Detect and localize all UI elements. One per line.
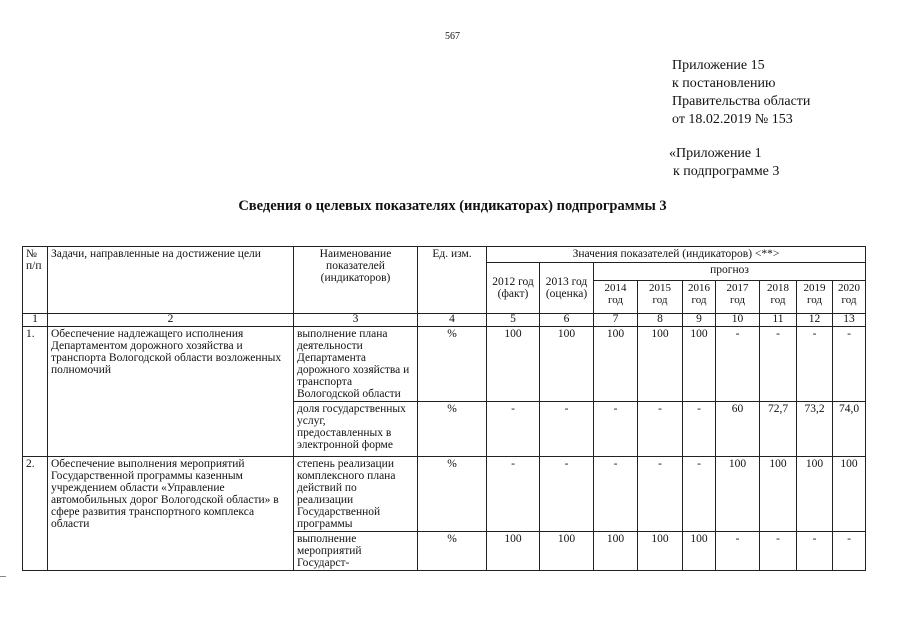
row-value: -	[797, 532, 833, 571]
col-number: 5	[487, 314, 540, 327]
col-number: 2	[48, 314, 294, 327]
row-value: 100	[487, 327, 540, 402]
approval-line: Приложение 15	[672, 58, 765, 73]
row-value: 100	[683, 327, 716, 402]
header-year: 2019 год	[797, 281, 833, 314]
row-value: -	[716, 532, 760, 571]
row-value: -	[638, 402, 683, 457]
scan-edge-mark	[0, 576, 6, 577]
header-2013: 2013 год (оценка)	[540, 263, 594, 314]
header-indicator: Наименование показателей (индикаторов)	[294, 247, 418, 314]
row-value: 100	[540, 327, 594, 402]
header-num: № п/п	[23, 247, 48, 314]
col-number: 6	[540, 314, 594, 327]
header-unit: Ед. изм.	[418, 247, 487, 314]
row-value: 100	[540, 532, 594, 571]
header-task: Задачи, направленные на достижение цели	[48, 247, 294, 314]
row-task: Обеспечение надлежащего исполнения Департаментом дорожного хозяйства и транспорта Вологодской области возложенных полномочий	[48, 327, 294, 457]
approval-sub-line: к подпрограмме 3	[673, 164, 780, 179]
row-value: -	[638, 457, 683, 532]
row-unit: %	[418, 327, 487, 402]
row-value: -	[797, 327, 833, 402]
row-value: -	[594, 457, 638, 532]
row-value: 100	[833, 457, 866, 532]
document-title: Сведения о целевых показателях (индикаторах) подпрограммы 3	[238, 198, 667, 214]
row-indicator: степень реализации комплексного плана действий по реализации Государственной программы	[294, 457, 418, 532]
col-number: 10	[716, 314, 760, 327]
header-forecast: прогноз	[594, 263, 866, 281]
col-number: 13	[833, 314, 866, 327]
row-value: 74,0	[833, 402, 866, 457]
row-value: -	[716, 327, 760, 402]
row-indicator: выполнение мероприятий Государст-	[294, 532, 418, 571]
header-year: 2014 год	[594, 281, 638, 314]
approval-line: к постановлению	[672, 76, 776, 91]
col-number: 4	[418, 314, 487, 327]
approval-line: от 18.02.2019 № 153	[672, 112, 793, 127]
header-year: 2016 год	[683, 281, 716, 314]
header-year: 2020 год	[833, 281, 866, 314]
col-number: 12	[797, 314, 833, 327]
row-value: -	[760, 532, 797, 571]
row-unit: %	[418, 532, 487, 571]
row-value: -	[540, 402, 594, 457]
page-number: 567	[445, 31, 460, 42]
row-value: 100	[797, 457, 833, 532]
col-number: 8	[638, 314, 683, 327]
col-number: 7	[594, 314, 638, 327]
row-value: 100	[487, 532, 540, 571]
row-value: -	[540, 457, 594, 532]
row-value: -	[833, 532, 866, 571]
row-value: 73,2	[797, 402, 833, 457]
row-value: 100	[638, 327, 683, 402]
approval-sub-block	[669, 145, 779, 181]
table-row	[23, 457, 866, 532]
approval-block	[672, 57, 810, 129]
approval-sub-line: «Приложение 1	[669, 146, 762, 161]
header-year: 2018 год	[760, 281, 797, 314]
header-values: Значения показателей (индикаторов) <**>	[487, 247, 866, 263]
row-num: 2.	[23, 457, 48, 571]
header-year: 2015 год	[638, 281, 683, 314]
row-value: 100	[760, 457, 797, 532]
row-value: 100	[683, 532, 716, 571]
row-task: Обеспечение выполнения мероприятий Государственной программы казенным учреждением области «Управление автомобильных дорог Вологодской области» в сфере развития транспортного комплекса области	[48, 457, 294, 571]
approval-line: Правительства области	[672, 94, 811, 109]
row-value: -	[487, 457, 540, 532]
indicators-table	[22, 246, 866, 571]
row-unit: %	[418, 457, 487, 532]
row-indicator: выполнение плана деятельности Департамента дорожного хозяйства и транспорта Вологодской области	[294, 327, 418, 402]
col-number: 1	[23, 314, 48, 327]
row-value: -	[594, 402, 638, 457]
col-number: 3	[294, 314, 418, 327]
row-value: 100	[594, 327, 638, 402]
row-value: -	[683, 457, 716, 532]
row-value: 60	[716, 402, 760, 457]
row-num: 1.	[23, 327, 48, 457]
col-number: 9	[683, 314, 716, 327]
row-value: -	[760, 327, 797, 402]
row-value: 100	[638, 532, 683, 571]
row-unit: %	[418, 402, 487, 457]
row-indicator: доля государственных услуг, предоставленных в электронной форме	[294, 402, 418, 457]
row-value: 100	[716, 457, 760, 532]
header-2012: 2012 год (факт)	[487, 263, 540, 314]
row-value: 72,7	[760, 402, 797, 457]
header-year: 2017 год	[716, 281, 760, 314]
table-row	[23, 327, 866, 402]
row-value: 100	[594, 532, 638, 571]
row-value: -	[833, 327, 866, 402]
col-number: 11	[760, 314, 797, 327]
row-value: -	[487, 402, 540, 457]
row-value: -	[683, 402, 716, 457]
